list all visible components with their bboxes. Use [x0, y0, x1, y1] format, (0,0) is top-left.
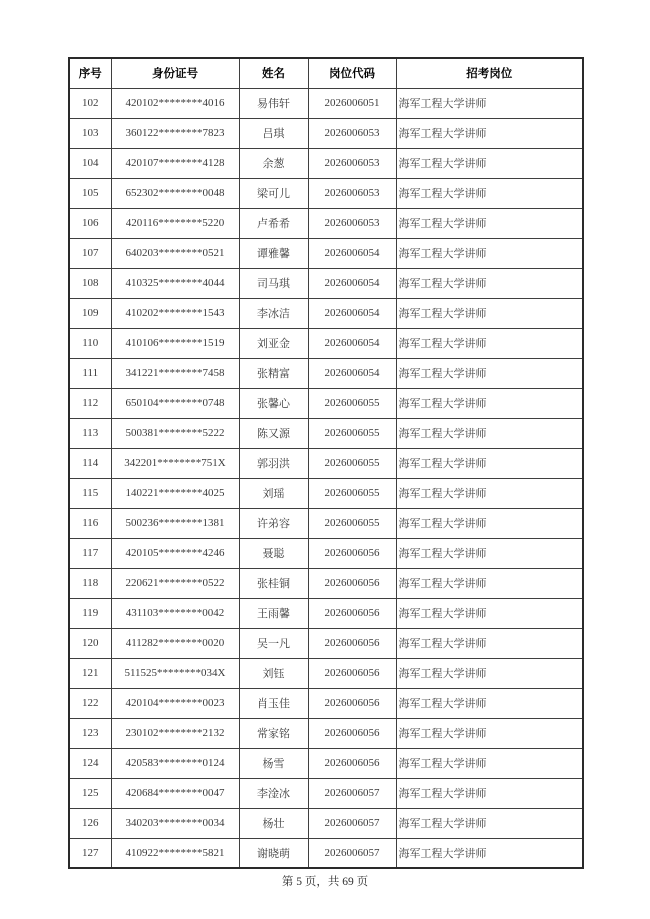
cell-name: 张桂铜 [239, 568, 308, 598]
table-row [69, 388, 583, 418]
table-row [69, 598, 583, 628]
cell-seq: 115 [69, 478, 111, 508]
cell-position: 海军工程大学讲师 [396, 838, 583, 868]
table-row [69, 538, 583, 568]
cell-position: 海军工程大学讲师 [396, 568, 583, 598]
cell-position: 海军工程大学讲师 [396, 118, 583, 148]
cell-code: 2026006053 [308, 208, 396, 238]
column-header-id: 身份证号 [111, 58, 239, 88]
cell-seq: 124 [69, 748, 111, 778]
table-row [69, 808, 583, 838]
cell-position: 海军工程大学讲师 [396, 688, 583, 718]
cell-id: 511525********034X [111, 658, 239, 688]
cell-id: 640203********0521 [111, 238, 239, 268]
cell-code: 2026006055 [308, 418, 396, 448]
cell-id: 411282********0020 [111, 628, 239, 658]
cell-id: 420116********5220 [111, 208, 239, 238]
cell-code: 2026006054 [308, 298, 396, 328]
cell-position: 海军工程大学讲师 [396, 208, 583, 238]
cell-seq: 116 [69, 508, 111, 538]
table-row [69, 268, 583, 298]
candidate-roster-table [68, 57, 584, 869]
cell-name: 梁可儿 [239, 178, 308, 208]
cell-seq: 121 [69, 658, 111, 688]
cell-id: 500381********5222 [111, 418, 239, 448]
cell-position: 海军工程大学讲师 [396, 508, 583, 538]
cell-code: 2026006054 [308, 268, 396, 298]
cell-position: 海军工程大学讲师 [396, 418, 583, 448]
cell-code: 2026006056 [308, 538, 396, 568]
cell-code: 2026006055 [308, 478, 396, 508]
cell-seq: 112 [69, 388, 111, 418]
table-row [69, 418, 583, 448]
cell-code: 2026006057 [308, 778, 396, 808]
cell-position: 海军工程大学讲师 [396, 478, 583, 508]
cell-id: 420104********0023 [111, 688, 239, 718]
cell-seq: 109 [69, 298, 111, 328]
cell-seq: 111 [69, 358, 111, 388]
cell-id: 341221********7458 [111, 358, 239, 388]
cell-position: 海军工程大学讲师 [396, 778, 583, 808]
cell-id: 420684********0047 [111, 778, 239, 808]
cell-code: 2026006055 [308, 508, 396, 538]
cell-code: 2026006054 [308, 328, 396, 358]
cell-code: 2026006057 [308, 838, 396, 868]
cell-code: 2026006056 [308, 718, 396, 748]
table-row [69, 118, 583, 148]
cell-id: 220621********0522 [111, 568, 239, 598]
cell-name: 刘亚金 [239, 328, 308, 358]
table-row [69, 778, 583, 808]
cell-position: 海军工程大学讲师 [396, 628, 583, 658]
cell-name: 常家铭 [239, 718, 308, 748]
cell-seq: 114 [69, 448, 111, 478]
cell-name: 郭羽洪 [239, 448, 308, 478]
cell-seq: 104 [69, 148, 111, 178]
cell-code: 2026006055 [308, 388, 396, 418]
cell-name: 张馨心 [239, 388, 308, 418]
cell-name: 吕琪 [239, 118, 308, 148]
cell-position: 海军工程大学讲师 [396, 598, 583, 628]
cell-position: 海军工程大学讲师 [396, 538, 583, 568]
table-row [69, 688, 583, 718]
cell-name: 谭雅馨 [239, 238, 308, 268]
table-row [69, 748, 583, 778]
column-header-code: 岗位代码 [308, 58, 396, 88]
cell-seq: 110 [69, 328, 111, 358]
cell-id: 420102********4016 [111, 88, 239, 118]
cell-code: 2026006056 [308, 598, 396, 628]
cell-seq: 103 [69, 118, 111, 148]
cell-code: 2026006057 [308, 808, 396, 838]
cell-id: 420583********0124 [111, 748, 239, 778]
cell-code: 2026006054 [308, 358, 396, 388]
cell-seq: 127 [69, 838, 111, 868]
cell-code: 2026006056 [308, 748, 396, 778]
cell-seq: 105 [69, 178, 111, 208]
table-row [69, 478, 583, 508]
cell-seq: 123 [69, 718, 111, 748]
cell-seq: 102 [69, 88, 111, 118]
cell-name: 陈又源 [239, 418, 308, 448]
column-header-position: 招考岗位 [396, 58, 583, 88]
table-body [69, 88, 583, 868]
table-row [69, 298, 583, 328]
cell-position: 海军工程大学讲师 [396, 298, 583, 328]
table-row [69, 358, 583, 388]
cell-seq: 106 [69, 208, 111, 238]
cell-code: 2026006056 [308, 688, 396, 718]
table-row [69, 508, 583, 538]
cell-position: 海军工程大学讲师 [396, 358, 583, 388]
cell-id: 410202********1543 [111, 298, 239, 328]
cell-code: 2026006053 [308, 178, 396, 208]
cell-seq: 119 [69, 598, 111, 628]
cell-name: 王雨馨 [239, 598, 308, 628]
cell-position: 海军工程大学讲师 [396, 448, 583, 478]
cell-name: 聂聪 [239, 538, 308, 568]
cell-id: 360122********7823 [111, 118, 239, 148]
cell-id: 410106********1519 [111, 328, 239, 358]
cell-seq: 126 [69, 808, 111, 838]
cell-id: 420107********4128 [111, 148, 239, 178]
cell-id: 410922********5821 [111, 838, 239, 868]
cell-code: 2026006056 [308, 568, 396, 598]
cell-id: 230102********2132 [111, 718, 239, 748]
cell-position: 海军工程大学讲师 [396, 658, 583, 688]
cell-id: 431103********0042 [111, 598, 239, 628]
table-row [69, 88, 583, 118]
cell-name: 杨雪 [239, 748, 308, 778]
page-number-footer: 第 5 页，共 69 页 [281, 876, 369, 888]
cell-id: 340203********0034 [111, 808, 239, 838]
cell-id: 140221********4025 [111, 478, 239, 508]
cell-name: 许弟容 [239, 508, 308, 538]
cell-seq: 107 [69, 238, 111, 268]
cell-name: 李淦冰 [239, 778, 308, 808]
cell-id: 420105********4246 [111, 538, 239, 568]
cell-id: 342201********751X [111, 448, 239, 478]
cell-position: 海军工程大学讲师 [396, 808, 583, 838]
cell-name: 刘钰 [239, 658, 308, 688]
cell-seq: 117 [69, 538, 111, 568]
cell-name: 肖玉佳 [239, 688, 308, 718]
table-row [69, 238, 583, 268]
cell-id: 650104********0748 [111, 388, 239, 418]
table-row [69, 658, 583, 688]
cell-position: 海军工程大学讲师 [396, 268, 583, 298]
cell-position: 海军工程大学讲师 [396, 178, 583, 208]
cell-code: 2026006055 [308, 448, 396, 478]
cell-name: 司马琪 [239, 268, 308, 298]
cell-name: 易伟轩 [239, 88, 308, 118]
cell-seq: 120 [69, 628, 111, 658]
cell-position: 海军工程大学讲师 [396, 748, 583, 778]
table-header-row [69, 58, 583, 88]
cell-code: 2026006054 [308, 238, 396, 268]
cell-position: 海军工程大学讲师 [396, 718, 583, 748]
cell-name: 李冰洁 [239, 298, 308, 328]
cell-position: 海军工程大学讲师 [396, 88, 583, 118]
cell-position: 海军工程大学讲师 [396, 238, 583, 268]
cell-code: 2026006053 [308, 118, 396, 148]
table-row [69, 448, 583, 478]
cell-name: 刘瑶 [239, 478, 308, 508]
cell-name: 张精富 [239, 358, 308, 388]
cell-seq: 113 [69, 418, 111, 448]
cell-position: 海军工程大学讲师 [396, 328, 583, 358]
table-row [69, 328, 583, 358]
column-header-name: 姓名 [239, 58, 308, 88]
cell-seq: 125 [69, 778, 111, 808]
cell-name: 卢希希 [239, 208, 308, 238]
cell-code: 2026006053 [308, 148, 396, 178]
cell-code: 2026006051 [308, 88, 396, 118]
cell-name: 吴一凡 [239, 628, 308, 658]
cell-id: 652302********0048 [111, 178, 239, 208]
cell-id: 410325********4044 [111, 268, 239, 298]
cell-seq: 108 [69, 268, 111, 298]
table-row [69, 838, 583, 868]
table-row [69, 178, 583, 208]
column-header-seq: 序号 [69, 58, 111, 88]
cell-code: 2026006056 [308, 658, 396, 688]
cell-name: 余葱 [239, 148, 308, 178]
cell-position: 海军工程大学讲师 [396, 148, 583, 178]
table-row [69, 628, 583, 658]
cell-name: 谢晓萌 [239, 838, 308, 868]
cell-seq: 122 [69, 688, 111, 718]
cell-seq: 118 [69, 568, 111, 598]
table-row [69, 148, 583, 178]
cell-id: 500236********1381 [111, 508, 239, 538]
cell-name: 杨壮 [239, 808, 308, 838]
table-row [69, 718, 583, 748]
table-row [69, 208, 583, 238]
cell-position: 海军工程大学讲师 [396, 388, 583, 418]
table-row [69, 568, 583, 598]
cell-code: 2026006056 [308, 628, 396, 658]
